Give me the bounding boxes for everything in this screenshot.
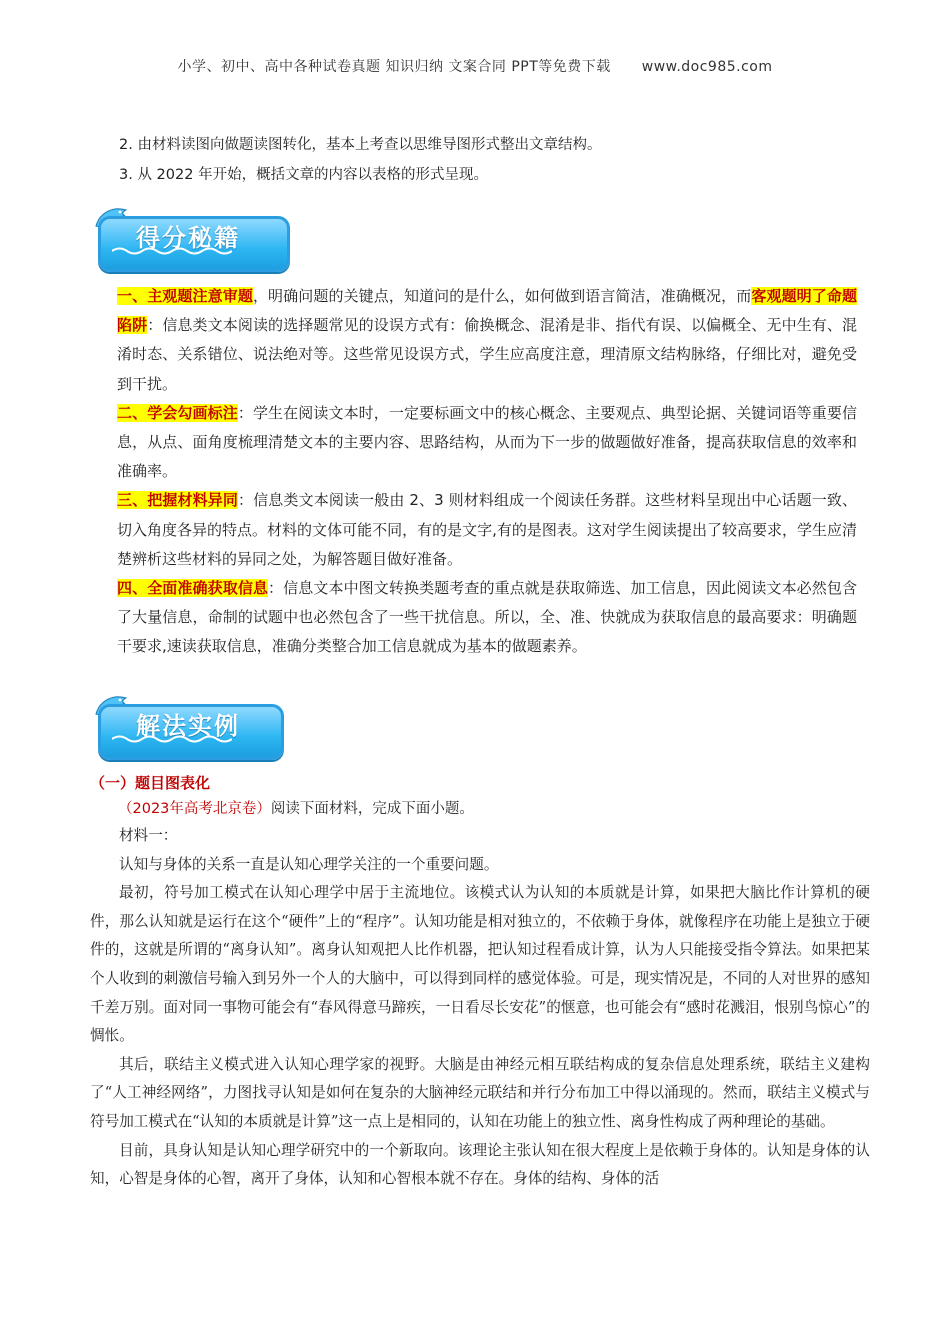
example-section <box>90 772 870 1194</box>
banner-title: 得分秘籍 <box>136 224 240 252</box>
source-label: （2023年高考北京卷） <box>118 801 271 817</box>
header-text: 小学、初中、高中各种试卷真题 知识归纳 文案合同 PPT等免费下载 <box>177 59 611 75</box>
material-paragraph: 目前，具身认知是认知心理学研究中的一个新取向。该理论主张认知在很大程度上是依赖于身体的。认知是身体的认知，心智是身体的心智，离开了身体，认知和心智根本就不存在。身体的结构、身体的活 <box>90 1141 870 1188</box>
method-examples-banner <box>92 692 292 758</box>
tip-text: ：信息类文本阅读一般由 2、3 则材料组成一个阅读任务群。这些材料呈现出中心话题一致、切入角度各异的特点。材料的文体可能不同，有的是文字,有的是图表。这对学生阅读提出了较高要求，学生应清楚辨析这些材料的异同之处，为解答题目做好准备。 <box>117 491 857 568</box>
intro-item: 2. 由材料读图向做题读图转化，基本上考查以思维导图形式整出文章结构。 <box>119 137 602 153</box>
intro-section <box>119 130 601 190</box>
tip-text: ：信息类文本阅读的选择题常见的设误方式有：偷换概念、混淆是非、指代有误、以偏概全、无中生有、混淆时态、关系错位、说法绝对等。这些常见设误方式，学生应高度注意，理清原文结构脉络，仔细比对，避免受到干扰。 <box>117 316 857 393</box>
tip-heading: 三、把握材料异同 <box>117 491 239 510</box>
tip-text: ：学生在阅读文本时，一定要标画文中的核心概念、主要观点、典型论据、关键词语等重要信息，从点、面角度梳理清楚文本的主要内容、思路结构，从而为下一步的做题做好准备，提高获取信息的效率和准确率。 <box>117 403 857 481</box>
tip-paragraph <box>117 399 857 487</box>
banner-title: 解法实例 <box>136 712 240 740</box>
material-body <box>90 822 870 1194</box>
material-paragraph: 认知与身体的关系一直是认知心理学关注的一个重要问题。 <box>119 855 499 873</box>
material-paragraph: 其后，联结主义模式进入认知心理学家的视野。大脑是由神经元相互联结构成的复杂信息处理系统，联结主义建构了“人工神经网络”，力图找寻认知是如何在复杂的大脑神经元联结和并行分布加工中得以涌现的。然而，联结主义模式与符号加工模式在“认知的本质就是计算”这一点上是相同的，认知在功能上的独立性、离身性构成了两种理论的基础。 <box>90 1055 870 1130</box>
section-title: （一）题目图表化 <box>90 774 211 792</box>
tip-paragraph <box>117 486 857 574</box>
header-url[interactable]: www.doc985.com <box>641 59 773 75</box>
tip-heading: 一、主观题注意审题 <box>117 287 253 305</box>
wave-decoration <box>112 246 232 256</box>
material-paragraph: 最初，符号加工模式在认知心理学中居于主流地位。该模式认为认知的本质就是计算，如果把大脑比作计算机的硬件，那么认知就是运行在这个“硬件”上的“程序”。认知功能是相对独立的，不依赖于身体，就像程序在功能上是独立于硬件的，这就是所谓的“离身认知”。离身认知观把人比作机器，把认知过程看成计算，认为人只能接受指令算法。如果把某个人收到的刺激信号输入到另外一个人的大脑中，可以得到同样的感觉体验。可是，现实情况是，不同的人对世界的感知千差万别。面对同一事物可能会有“春风得意马蹄疾，一日看尽长安花”的惬意，也可能会有“感时花溅泪，恨别鸟惊心”的惆怅。 <box>90 884 870 1045</box>
tip-heading: 二、学会勾画标注 <box>117 403 238 422</box>
wave-decoration <box>112 734 232 744</box>
tip-paragraph <box>117 282 857 399</box>
question-source <box>118 797 870 818</box>
tip-text: ：信息文本中图文转换类题考查的重点就是获取筛选、加工信息，因此阅读文本必然包含了大量信息，命制的试题中也必然包含了一些干扰信息。所以，全、准、快就成为获取信息的最高要求：明确题干要求,速读获取信息，准确分类整合加工信息就成为基本的做题素养。 <box>117 579 857 656</box>
intro-item: 3. 从 2022 年开始，概括文章的内容以表格的形式呈现。 <box>119 167 489 183</box>
tips-section <box>117 282 857 662</box>
tip-heading: 四、全面准确获取信息 <box>117 579 269 598</box>
source-text: 阅读下面材料，完成下面小题。 <box>270 801 474 817</box>
tip-text: ，明确问题的关键点，知道问的是什么，如何做到语言简洁，准确概况，而 <box>252 287 752 305</box>
material-label: 材料一： <box>119 827 178 844</box>
tip-heading: 客观题明了命题陷阱 <box>117 287 857 335</box>
tip-paragraph <box>117 574 857 662</box>
page-header <box>0 56 950 76</box>
score-secrets-banner <box>92 204 292 270</box>
